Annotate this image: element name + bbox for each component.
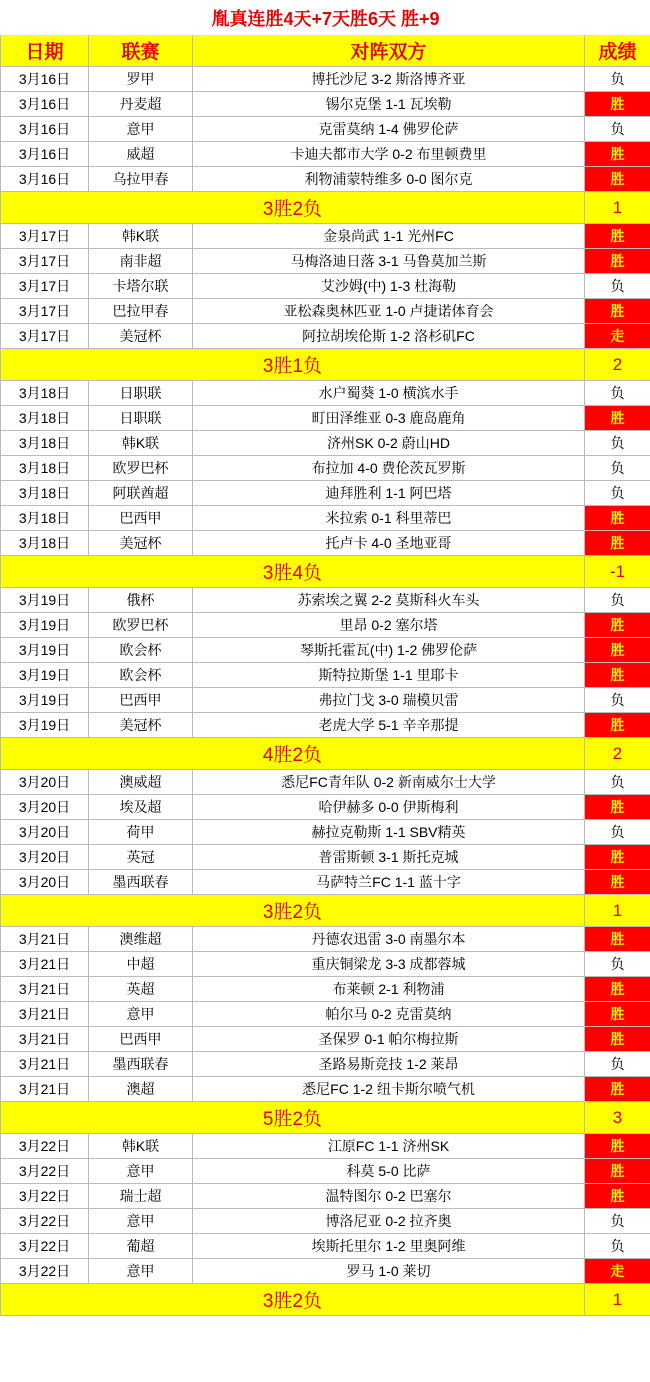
cell-match: 博托沙尼 3-2 斯洛博齐亚	[193, 67, 585, 92]
summary-value: -1	[585, 556, 650, 588]
cell-date: 3月16日	[1, 117, 89, 142]
cell-date: 3月20日	[1, 795, 89, 820]
table-row	[1, 456, 650, 481]
cell-date: 3月19日	[1, 663, 89, 688]
summary-row	[1, 1284, 650, 1316]
summary-row	[1, 895, 650, 927]
cell-date: 3月18日	[1, 431, 89, 456]
cell-date: 3月20日	[1, 820, 89, 845]
cell-league: 欧会杯	[89, 638, 193, 663]
status-badge: 胜	[585, 224, 650, 249]
cell-league: 葡超	[89, 1234, 193, 1259]
cell-match: 里昂 0-2 塞尔塔	[193, 613, 585, 638]
cell-match: 金泉尚武 1-1 光州FC	[193, 224, 585, 249]
status-badge: 负	[585, 820, 650, 845]
cell-date: 3月22日	[1, 1159, 89, 1184]
status-badge: 负	[585, 67, 650, 92]
cell-league: 美冠杯	[89, 713, 193, 738]
table-row	[1, 1077, 650, 1102]
cell-date: 3月20日	[1, 845, 89, 870]
cell-date: 3月21日	[1, 977, 89, 1002]
cell-match: 马梅洛迪日落 3-1 马鲁莫加兰斯	[193, 249, 585, 274]
cell-league: 韩K联	[89, 1134, 193, 1159]
cell-match: 博洛尼亚 0-2 拉齐奥	[193, 1209, 585, 1234]
cell-league: 威超	[89, 142, 193, 167]
table-row	[1, 274, 650, 299]
cell-date: 3月19日	[1, 613, 89, 638]
table-row	[1, 249, 650, 274]
table-row	[1, 406, 650, 431]
cell-date: 3月18日	[1, 381, 89, 406]
summary-text: 3胜2负	[1, 192, 585, 224]
cell-league: 乌拉甲春	[89, 167, 193, 192]
cell-date: 3月17日	[1, 224, 89, 249]
cell-date: 3月18日	[1, 406, 89, 431]
summary-text: 3胜4负	[1, 556, 585, 588]
cell-league: 韩K联	[89, 224, 193, 249]
cell-league: 英冠	[89, 845, 193, 870]
cell-match: 赫拉克勒斯 1-1 SBV精英	[193, 820, 585, 845]
cell-date: 3月18日	[1, 506, 89, 531]
cell-league: 墨西联春	[89, 1052, 193, 1077]
status-badge: 胜	[585, 870, 650, 895]
cell-league: 巴西甲	[89, 506, 193, 531]
cell-match: 水户蜀葵 1-0 横滨水手	[193, 381, 585, 406]
status-badge: 胜	[585, 506, 650, 531]
cell-league: 巴拉甲春	[89, 299, 193, 324]
table-row	[1, 481, 650, 506]
cell-league: 意甲	[89, 1002, 193, 1027]
status-badge: 走	[585, 324, 650, 349]
cell-league: 欧罗巴杯	[89, 456, 193, 481]
cell-date: 3月18日	[1, 531, 89, 556]
cell-date: 3月16日	[1, 142, 89, 167]
cell-date: 3月22日	[1, 1184, 89, 1209]
cell-date: 3月20日	[1, 770, 89, 795]
status-badge: 胜	[585, 613, 650, 638]
cell-match: 重庆铜梁龙 3-3 成都蓉城	[193, 952, 585, 977]
table-row	[1, 1134, 650, 1159]
table-row	[1, 167, 650, 192]
status-badge: 胜	[585, 1184, 650, 1209]
table-row	[1, 1259, 650, 1284]
status-badge: 负	[585, 688, 650, 713]
table-row	[1, 688, 650, 713]
cell-match: 弗拉门戈 3-0 瑞模贝雷	[193, 688, 585, 713]
cell-league: 中超	[89, 952, 193, 977]
summary-row	[1, 192, 650, 224]
cell-match: 艾沙姆(中) 1-3 杜海勒	[193, 274, 585, 299]
summary-row	[1, 1102, 650, 1134]
cell-match: 克雷莫纳 1-4 佛罗伦萨	[193, 117, 585, 142]
table-body	[1, 1, 650, 1316]
cell-match: 迪拜胜利 1-1 阿巴塔	[193, 481, 585, 506]
summary-text: 3胜2负	[1, 895, 585, 927]
cell-match: 圣路易斯竞技 1-2 莱昂	[193, 1052, 585, 1077]
table-row	[1, 613, 650, 638]
status-badge: 胜	[585, 977, 650, 1002]
cell-league: 澳威超	[89, 770, 193, 795]
summary-value: 1	[585, 895, 650, 927]
cell-league: 意甲	[89, 1259, 193, 1284]
cell-date: 3月22日	[1, 1209, 89, 1234]
cell-date: 3月22日	[1, 1259, 89, 1284]
cell-league: 瑞士超	[89, 1184, 193, 1209]
status-badge: 负	[585, 456, 650, 481]
status-badge: 胜	[585, 1159, 650, 1184]
cell-league: 俄杯	[89, 588, 193, 613]
cell-match: 帕尔马 0-2 克雷莫纳	[193, 1002, 585, 1027]
table-row	[1, 1159, 650, 1184]
status-badge: 胜	[585, 1077, 650, 1102]
cell-match: 琴斯托霍瓦(中) 1-2 佛罗伦萨	[193, 638, 585, 663]
table-row	[1, 92, 650, 117]
table-row	[1, 1002, 650, 1027]
table-row	[1, 588, 650, 613]
status-badge: 胜	[585, 142, 650, 167]
table-row	[1, 795, 650, 820]
cell-date: 3月19日	[1, 588, 89, 613]
cell-league: 欧罗巴杯	[89, 613, 193, 638]
cell-match: 悉尼FC 1-2 纽卡斯尔喷气机	[193, 1077, 585, 1102]
cell-match: 町田泽维亚 0-3 鹿岛鹿角	[193, 406, 585, 431]
cell-league: 澳维超	[89, 927, 193, 952]
cell-league: 南非超	[89, 249, 193, 274]
summary-value: 1	[585, 192, 650, 224]
status-badge: 胜	[585, 927, 650, 952]
table-row	[1, 870, 650, 895]
cell-league: 韩K联	[89, 431, 193, 456]
table-row	[1, 845, 650, 870]
table-row	[1, 506, 650, 531]
cell-date: 3月19日	[1, 688, 89, 713]
cell-league: 荷甲	[89, 820, 193, 845]
cell-match: 哈伊赫多 0-0 伊斯梅利	[193, 795, 585, 820]
header-date: 日期	[1, 35, 89, 67]
cell-date: 3月22日	[1, 1234, 89, 1259]
cell-match: 布拉加 4-0 费伦茨瓦罗斯	[193, 456, 585, 481]
cell-date: 3月17日	[1, 324, 89, 349]
summary-value: 2	[585, 738, 650, 770]
header-league: 联赛	[89, 35, 193, 67]
cell-league: 日职联	[89, 381, 193, 406]
status-badge: 胜	[585, 249, 650, 274]
cell-date: 3月19日	[1, 638, 89, 663]
cell-match: 老虎大学 5-1 辛辛那提	[193, 713, 585, 738]
cell-date: 3月16日	[1, 167, 89, 192]
cell-date: 3月17日	[1, 249, 89, 274]
table-row	[1, 299, 650, 324]
cell-league: 澳超	[89, 1077, 193, 1102]
cell-match: 埃斯托里尔 1-2 里奥阿维	[193, 1234, 585, 1259]
summary-row	[1, 556, 650, 588]
cell-date: 3月21日	[1, 927, 89, 952]
table-row	[1, 1027, 650, 1052]
cell-match: 罗马 1-0 莱切	[193, 1259, 585, 1284]
cell-match: 亚松森奥林匹亚 1-0 卢捷诺体育会	[193, 299, 585, 324]
table-row	[1, 1052, 650, 1077]
cell-match: 江原FC 1-1 济州SK	[193, 1134, 585, 1159]
status-badge: 负	[585, 117, 650, 142]
table-row	[1, 927, 650, 952]
cell-date: 3月22日	[1, 1134, 89, 1159]
status-badge: 胜	[585, 1002, 650, 1027]
cell-date: 3月18日	[1, 481, 89, 506]
cell-date: 3月20日	[1, 870, 89, 895]
status-badge: 负	[585, 1234, 650, 1259]
summary-text: 3胜1负	[1, 349, 585, 381]
cell-league: 英超	[89, 977, 193, 1002]
status-badge: 负	[585, 274, 650, 299]
status-badge: 胜	[585, 406, 650, 431]
table-row	[1, 67, 650, 92]
status-badge: 胜	[585, 795, 650, 820]
summary-text: 4胜2负	[1, 738, 585, 770]
cell-league: 卡塔尔联	[89, 274, 193, 299]
summary-value: 3	[585, 1102, 650, 1134]
cell-league: 日职联	[89, 406, 193, 431]
summary-row	[1, 738, 650, 770]
status-badge: 胜	[585, 713, 650, 738]
cell-league: 意甲	[89, 117, 193, 142]
cell-league: 丹麦超	[89, 92, 193, 117]
cell-date: 3月21日	[1, 1077, 89, 1102]
cell-league: 美冠杯	[89, 531, 193, 556]
status-badge: 负	[585, 952, 650, 977]
status-badge: 负	[585, 481, 650, 506]
status-badge: 负	[585, 588, 650, 613]
table-row	[1, 638, 650, 663]
status-badge: 胜	[585, 845, 650, 870]
cell-league: 美冠杯	[89, 324, 193, 349]
status-badge: 负	[585, 1209, 650, 1234]
table-row	[1, 952, 650, 977]
cell-match: 米拉索 0-1 科里蒂巴	[193, 506, 585, 531]
cell-match: 利物浦蒙特维多 0-0 图尔克	[193, 167, 585, 192]
table-row	[1, 531, 650, 556]
status-badge: 胜	[585, 531, 650, 556]
cell-date: 3月21日	[1, 952, 89, 977]
cell-league: 意甲	[89, 1159, 193, 1184]
cell-match: 温特图尔 0-2 巴塞尔	[193, 1184, 585, 1209]
table-row	[1, 713, 650, 738]
summary-text: 5胜2负	[1, 1102, 585, 1134]
status-badge: 负	[585, 1052, 650, 1077]
cell-match: 布莱顿 2-1 利物浦	[193, 977, 585, 1002]
cell-match: 普雷斯顿 3-1 斯托克城	[193, 845, 585, 870]
cell-date: 3月17日	[1, 299, 89, 324]
table-row	[1, 820, 650, 845]
header-match: 对阵双方	[193, 35, 585, 67]
table-row	[1, 663, 650, 688]
table-row	[1, 117, 650, 142]
cell-match: 圣保罗 0-1 帕尔梅拉斯	[193, 1027, 585, 1052]
cell-date: 3月21日	[1, 1052, 89, 1077]
table-row	[1, 1184, 650, 1209]
cell-date: 3月17日	[1, 274, 89, 299]
cell-date: 3月16日	[1, 67, 89, 92]
cell-date: 3月16日	[1, 92, 89, 117]
cell-league: 巴西甲	[89, 1027, 193, 1052]
cell-league: 埃及超	[89, 795, 193, 820]
cell-league: 阿联酋超	[89, 481, 193, 506]
table-row	[1, 324, 650, 349]
table-row	[1, 1209, 650, 1234]
summary-value: 2	[585, 349, 650, 381]
cell-date: 3月18日	[1, 456, 89, 481]
cell-match: 锡尔克堡 1-1 瓦埃勒	[193, 92, 585, 117]
cell-league: 罗甲	[89, 67, 193, 92]
cell-date: 3月21日	[1, 1027, 89, 1052]
status-badge: 胜	[585, 299, 650, 324]
table-row	[1, 1234, 650, 1259]
cell-league: 巴西甲	[89, 688, 193, 713]
summary-value: 1	[585, 1284, 650, 1316]
cell-match: 斯特拉斯堡 1-1 里耶卡	[193, 663, 585, 688]
table-row	[1, 977, 650, 1002]
table-row	[1, 770, 650, 795]
sheet-title-row	[1, 1, 650, 35]
cell-match: 阿拉胡埃伦斯 1-2 洛杉矶FC	[193, 324, 585, 349]
cell-league: 墨西联春	[89, 870, 193, 895]
status-badge: 胜	[585, 1027, 650, 1052]
cell-match: 悉尼FC青年队 0-2 新南威尔士大学	[193, 770, 585, 795]
cell-match: 卡迪夫都市大学 0-2 布里顿费里	[193, 142, 585, 167]
status-badge: 负	[585, 431, 650, 456]
status-badge: 胜	[585, 167, 650, 192]
cell-match: 丹德农迅雷 3-0 南墨尔本	[193, 927, 585, 952]
cell-match: 济州SK 0-2 蔚山HD	[193, 431, 585, 456]
status-badge: 胜	[585, 1134, 650, 1159]
cell-match: 科莫 5-0 比萨	[193, 1159, 585, 1184]
status-badge: 胜	[585, 92, 650, 117]
status-badge: 负	[585, 381, 650, 406]
status-badge: 胜	[585, 663, 650, 688]
cell-date: 3月21日	[1, 1002, 89, 1027]
cell-league: 意甲	[89, 1209, 193, 1234]
table-row	[1, 381, 650, 406]
cell-league: 欧会杯	[89, 663, 193, 688]
table-row	[1, 224, 650, 249]
status-badge: 胜	[585, 638, 650, 663]
cell-match: 托卢卡 4-0 圣地亚哥	[193, 531, 585, 556]
status-badge: 走	[585, 1259, 650, 1284]
cell-match: 马萨特兰FC 1-1 蓝十字	[193, 870, 585, 895]
cell-date: 3月19日	[1, 713, 89, 738]
page-title: 胤真连胜4天+7天胜6天 胜+9	[1, 1, 650, 35]
cell-match: 苏索埃之翼 2-2 莫斯科火车头	[193, 588, 585, 613]
summary-text: 3胜2负	[1, 1284, 585, 1316]
table-row	[1, 431, 650, 456]
status-badge: 负	[585, 770, 650, 795]
table-header-row	[1, 35, 650, 67]
table-row	[1, 142, 650, 167]
summary-row	[1, 349, 650, 381]
header-result: 成绩	[585, 35, 650, 67]
